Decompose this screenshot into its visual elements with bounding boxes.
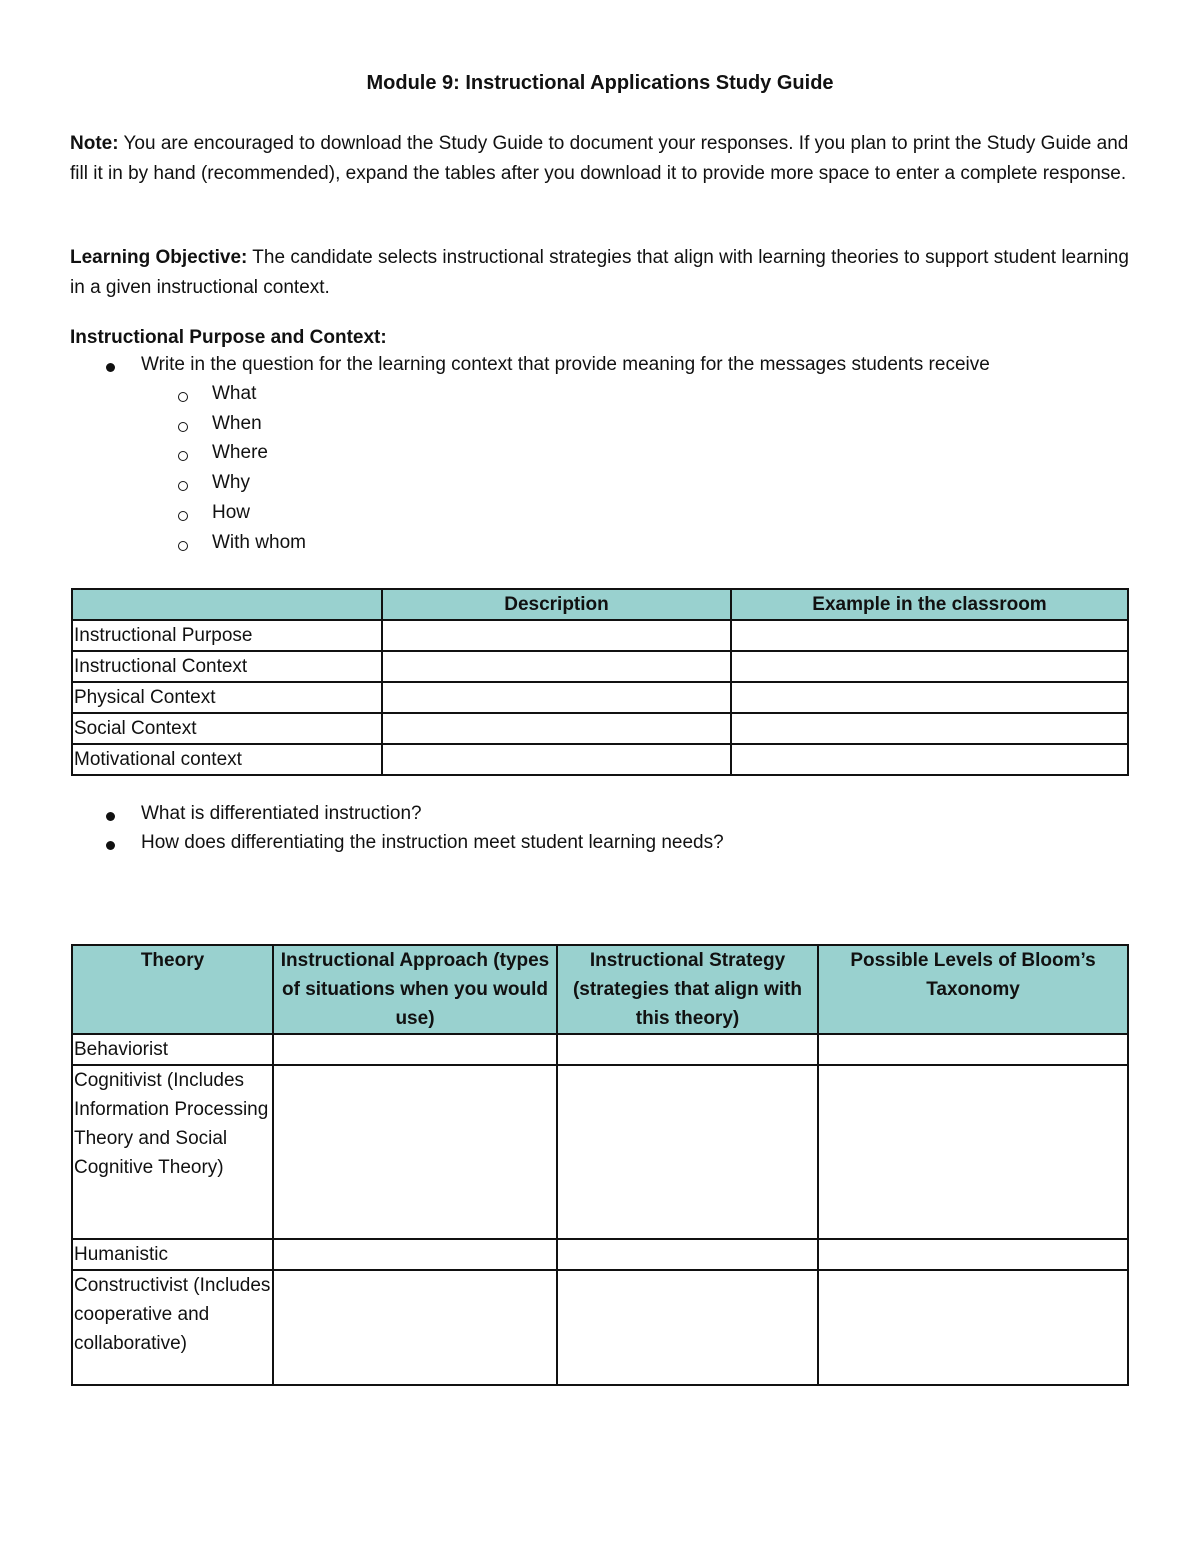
strategy-cell[interactable]	[557, 1270, 818, 1385]
circle-bullet-icon	[178, 481, 188, 491]
table-row	[72, 1239, 1128, 1270]
bullet-item: Write in the question for the learning context that provide meaning for the messages students receive	[141, 354, 990, 375]
approach-cell[interactable]	[273, 1065, 557, 1239]
header-bloom: Possible Levels of Bloom’s Taxonomy	[818, 945, 1128, 1034]
bullet-icon	[106, 363, 115, 372]
sub-item: Where	[212, 442, 268, 464]
header-approach: Instructional Approach (types of situations when you would use)	[273, 945, 557, 1034]
circle-bullet-icon	[178, 511, 188, 521]
example-cell[interactable]	[731, 620, 1128, 651]
bullet-icon	[106, 841, 115, 850]
header-description: Description	[382, 589, 731, 620]
description-cell[interactable]	[382, 744, 731, 775]
description-cell[interactable]	[382, 651, 731, 682]
bloom-cell[interactable]	[818, 1270, 1128, 1385]
header-cell	[72, 589, 382, 620]
description-cell[interactable]	[382, 713, 731, 744]
bloom-cell[interactable]	[818, 1065, 1128, 1239]
header-strategy: Instructional Strategy (strategies that align with this theory)	[557, 945, 818, 1034]
sub-item: What	[212, 383, 257, 404]
approach-cell[interactable]	[273, 1239, 557, 1270]
note-text: You are encouraged to download the Study Guide to document your responses. If you plan to print the Study Guide and fill it in by hand (recommended), expand the tables after you download it to provide more space to enter a complete response.	[70, 133, 1129, 184]
example-cell[interactable]	[731, 682, 1128, 713]
context-table	[71, 588, 1129, 776]
sub-item: Why	[212, 472, 250, 494]
sub-item: With whom	[212, 531, 306, 553]
strategy-cell[interactable]	[557, 1065, 818, 1239]
description-cell[interactable]	[382, 682, 731, 713]
theory-cell: Constructivist (Includes cooperative and collaborative)	[72, 1270, 273, 1385]
example-cell[interactable]	[731, 713, 1128, 744]
strategy-cell[interactable]	[557, 1239, 818, 1270]
bullet-icon	[106, 812, 115, 821]
strategy-cell[interactable]	[557, 1034, 818, 1065]
note-label: Note:	[70, 133, 119, 154]
circle-bullet-icon	[178, 392, 188, 402]
approach-cell[interactable]	[273, 1034, 557, 1065]
theory-cell: Cognitivist (Includes Information Processing Theory and Social Cognitive Theory)	[72, 1065, 273, 1239]
sub-item: When	[212, 412, 262, 434]
circle-bullet-icon	[178, 422, 188, 432]
description-cell[interactable]	[382, 620, 731, 651]
table-row	[72, 620, 1128, 651]
objective-text: The candidate selects instructional strategies that align with learning theories to support student learning in a given instructional context.	[70, 247, 1129, 298]
section-heading: Instructional Purpose and Context:	[70, 327, 387, 348]
sub-item: How	[212, 501, 251, 523]
bullet-item: What is differentiated instruction?	[141, 803, 422, 824]
objective-paragraph	[70, 243, 1130, 302]
objective-label: Learning Objective:	[70, 247, 248, 268]
approach-cell[interactable]	[273, 1270, 557, 1385]
row-label: Social Context	[72, 713, 382, 744]
table-row	[72, 651, 1128, 682]
circle-bullet-icon	[178, 541, 188, 551]
row-label: Motivational context	[72, 744, 382, 775]
table-row	[72, 1065, 1128, 1239]
theory-cell: Behaviorist	[72, 1034, 273, 1065]
row-label: Instructional Purpose	[72, 620, 382, 651]
circle-bullet-icon	[178, 451, 188, 461]
table-row	[72, 1034, 1128, 1065]
table-row	[72, 1270, 1128, 1385]
table-row	[72, 682, 1128, 713]
table-row	[72, 713, 1128, 744]
row-label: Physical Context	[72, 682, 382, 713]
page-title: Module 9: Instructional Applications Study Guide	[366, 72, 834, 94]
bloom-cell[interactable]	[818, 1034, 1128, 1065]
theory-table	[71, 944, 1129, 1386]
header-theory: Theory	[72, 945, 273, 1034]
header-example: Example in the classroom	[731, 589, 1128, 620]
note-paragraph	[70, 129, 1130, 188]
example-cell[interactable]	[731, 744, 1128, 775]
row-label: Instructional Context	[72, 651, 382, 682]
example-cell[interactable]	[731, 651, 1128, 682]
bloom-cell[interactable]	[818, 1239, 1128, 1270]
theory-cell: Humanistic	[72, 1239, 273, 1270]
table-row	[72, 744, 1128, 775]
bullet-item: How does differentiating the instruction meet student learning needs?	[141, 832, 724, 853]
